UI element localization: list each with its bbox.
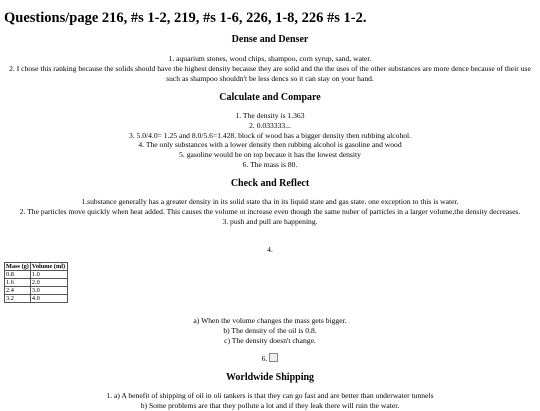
- table-cell: 3.0: [30, 287, 67, 295]
- table-cell: 3.2: [5, 295, 31, 303]
- calculate-answer-2: 2. 0.033333...: [249, 120, 291, 130]
- table-cell: 2.0: [30, 279, 67, 287]
- check-answer-1: 1.substance generally has a greater density in its solid state tha in its liquid state and gas state. one exception to this is water.: [81, 197, 459, 206]
- table-cell: 2.4: [5, 287, 31, 295]
- check-item-4: 4.: [267, 245, 273, 254]
- table-cell: 0.8: [5, 271, 31, 279]
- table-cell: 1.0: [30, 271, 67, 279]
- heading-calculate-and-compare: Calculate and Compare: [219, 92, 321, 103]
- calculate-answer-4: 4. The only substances with a lower density then rubbing alcohol is gasoline and wood: [138, 140, 402, 150]
- dense-answer-1: 1. aquarium stones, wood chips, shampoo, corn syrup, sand, water.: [168, 54, 372, 63]
- calculate-answer-5: 5. gasoline would be on top becaue it has the lowest density: [179, 150, 361, 160]
- answer-b: b) The density of the oil is 0.8.: [223, 325, 317, 335]
- check-item-6: [0, 353, 540, 364]
- broken-image-icon: [269, 353, 278, 362]
- dense-answer-2: 2. I chose this ranking because the solids should have the highest density because they are solid and the the uses of the other substances are more dence because of their use such as shampoo shouldn't be less dencs so it can stay on your hand.: [9, 63, 531, 83]
- answer-a: a) When the volume changes the mass gets bigger.: [193, 316, 347, 325]
- calculate-answer-1: 1. The density is 1.363: [235, 111, 305, 120]
- page-title: Questions/page 216, #s 1-2, 219, #s 1-6, 226, 1-8, 226 #s 1-2.: [4, 10, 367, 26]
- table-row: [5, 295, 68, 303]
- shipping-answer-1a: 1. a) A benefit of shipping of oil in oli tankers is that they can go fast and are better than underwater tunnels: [106, 391, 434, 400]
- mass-volume-table: [4, 262, 68, 303]
- table-cell: 4.0: [30, 295, 67, 303]
- calculate-answer-3: 3. 5.0/4.0= 1.25 and 8.0/5.6=1.428. block of wood has a bigger density then rubbing alcohol.: [128, 130, 412, 140]
- shipping-answers: [0, 391, 540, 411]
- heading-worldwide-shipping: Worldwide Shipping: [225, 372, 315, 383]
- heading-check-and-reflect: Check and Reflect: [230, 178, 310, 189]
- heading-dense-and-denser: Dense and Denser: [231, 34, 309, 45]
- table-row: [5, 279, 68, 287]
- answer-c: c) The density doesn't change.: [224, 335, 316, 345]
- table-row: [5, 287, 68, 295]
- check-item-4-answers: [0, 316, 540, 345]
- item-6-label: 6.: [261, 354, 268, 363]
- table-header-mass: Mass (g): [6, 263, 29, 270]
- table-header-row: [5, 263, 68, 271]
- check-answer-2: 2. The particles move quickly when heat added. This causes the volume ot increase even though the same nuber of particles in a larger volume,the density decreases.: [19, 206, 521, 216]
- table-header-volume: Volume (ml): [30, 263, 67, 271]
- table-cell: 1.6: [5, 279, 31, 287]
- shipping-answer-1b: b) Some problems are that they pollute a lot and if they leak there will ruin the water.: [140, 400, 400, 410]
- check-answers: [0, 197, 540, 226]
- table-row: [5, 271, 68, 279]
- calculate-answers: [0, 111, 540, 170]
- check-answer-3: 3. push and pull are happening.: [222, 216, 318, 226]
- dense-answers: [0, 54, 540, 83]
- calculate-answer-6: 6. The mass is 80.: [242, 159, 298, 169]
